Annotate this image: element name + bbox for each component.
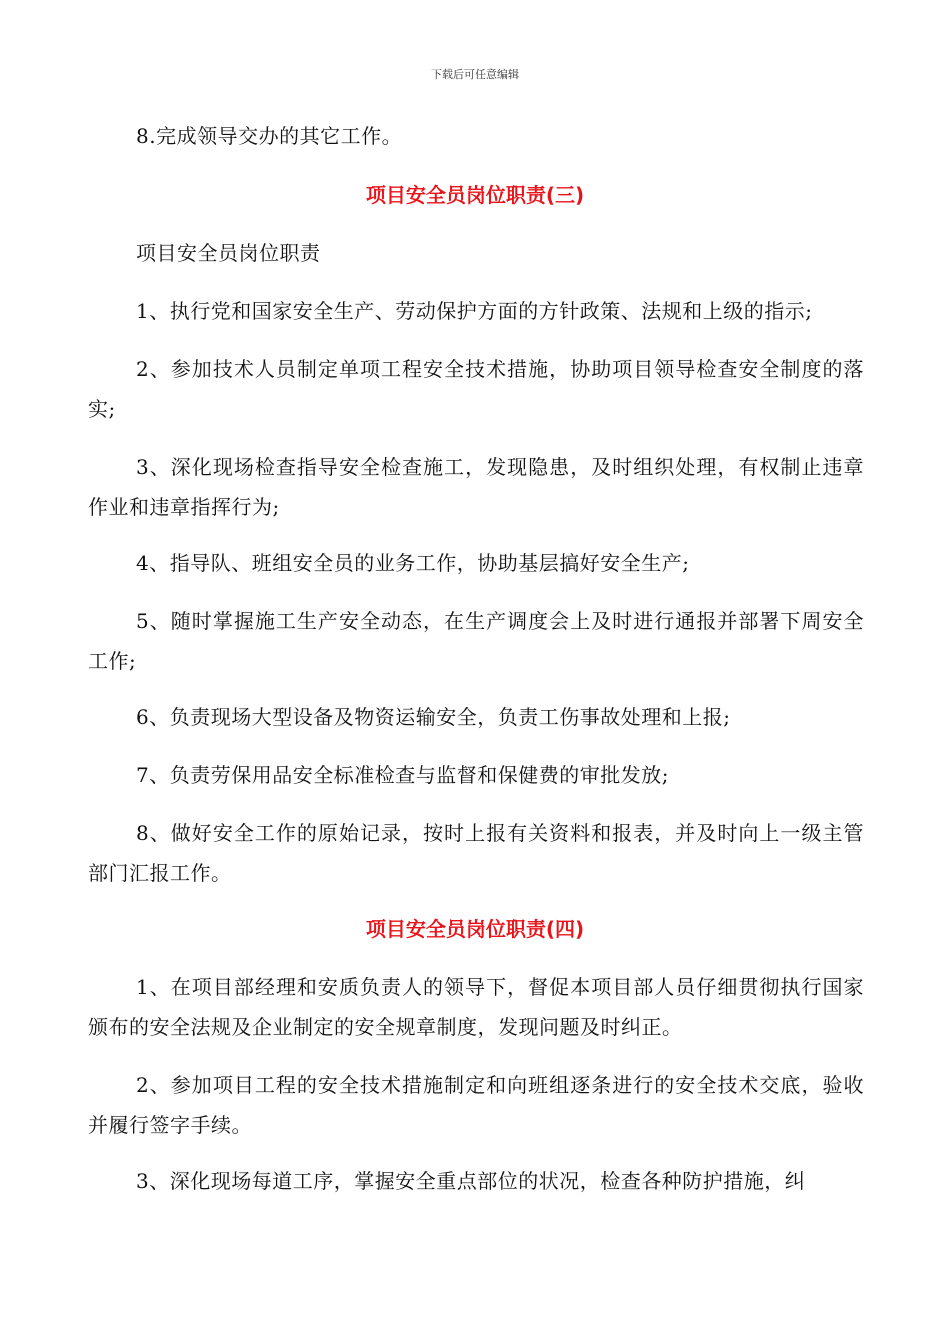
paragraph-item-1: 1、执行党和国家安全生产、劳动保护方面的方针政策、法规和上级的指示; [136, 299, 813, 323]
paragraph-item-7: 7、负责劳保用品安全标准检查与监督和保健费的审批发放; [136, 763, 669, 787]
paragraph-item-4-2: 2、参加项目工程的安全技术措施制定和向班组逐条进行的安全技术交底，验收并履行签字手续。 [88, 1073, 864, 1137]
paragraph-item-4-1: 1、在项目部经理和安质负责人的领导下，督促本项目部人员仔细贯彻执行国家颁布的安全法规及企业制定的安全规章制度，发现问题及时纠正。 [88, 975, 864, 1039]
paragraph-item-4-3: 3、深化现场每道工序，掌握安全重点部位的状况，检查各种防护措施，纠 [136, 1169, 806, 1193]
section-heading-4: 项目安全员岗位职责(四) [365, 917, 585, 941]
paragraph-item-8b: 8、做好安全工作的原始记录，按时上报有关资料和报表，并及时向上一级主管部门汇报工作。 [88, 821, 864, 885]
paragraph-item-2: 2、参加技术人员制定单项工程安全技术措施，协助项目领导检查安全制度的落实; [88, 357, 864, 421]
paragraph-item-3: 3、深化现场检查指导安全检查施工，发现隐患，及时组织处理，有权制止违章作业和违章指挥行为; [88, 455, 864, 519]
paragraph-item-5: 5、随时掌握施工生产安全动态，在生产调度会上及时进行通报并部署下周安全工作; [88, 609, 864, 673]
section-heading-3: 项目安全员岗位职责(三) [365, 183, 585, 207]
paragraph-item-4: 4、指导队、班组安全员的业务工作，协助基层搞好安全生产; [136, 551, 690, 575]
paragraph-item-6: 6、负责现场大型设备及物资运输安全，负责工伤事故处理和上报; [136, 705, 731, 729]
paragraph-item-8: 8.完成领导交办的其它工作。 [136, 124, 403, 148]
paragraph-title: 项目安全员岗位职责 [136, 241, 321, 265]
page-header: 下载后可任意编辑 [431, 68, 519, 81]
